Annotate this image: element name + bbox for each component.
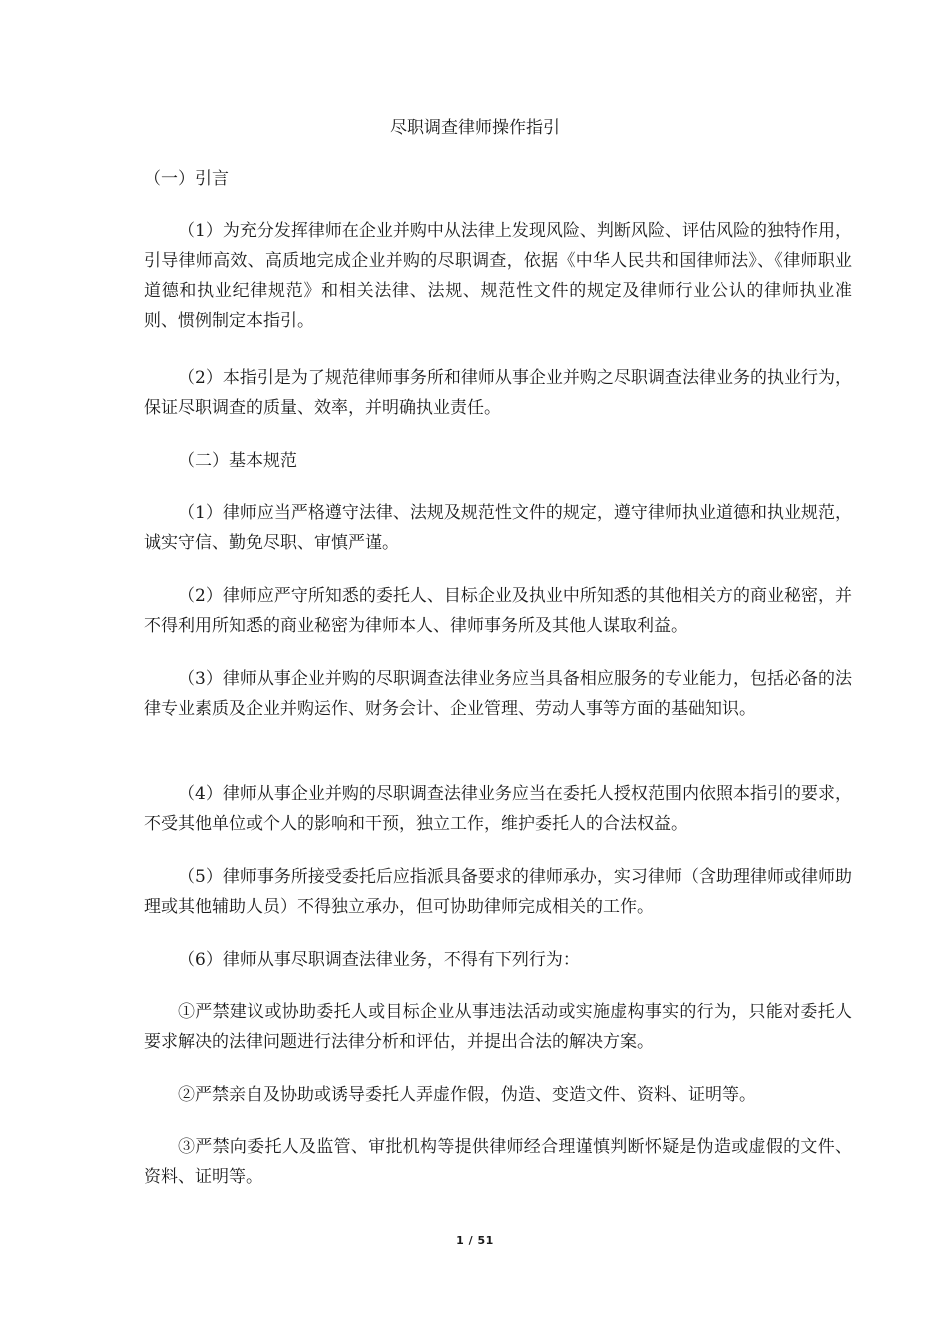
paragraph-norm-3: （3）律师从事企业并购的尽职调查法律业务应当具备相应服务的专业能力，包括必备的法律专业素质及企业并购运作、财务会计、企业管理、劳动人事等方面的基础知识。 bbox=[144, 669, 852, 719]
list-item-prohibition-2: ②严禁亲自及协助或诱导委托人弄虚作假，伪造、变造文件、资料、证明等。 bbox=[178, 1085, 756, 1105]
paragraph-intro-2: （2）本指引是为了规范律师事务所和律师从事企业并购之尽职调查法律业务的执业行为，保证尽职调查的质量、效率，并明确执业责任。 bbox=[144, 368, 852, 418]
paragraph-norm-4: （4）律师从事企业并购的尽职调查法律业务应当在委托人授权范围内依照本指引的要求，不受其他单位或个人的影响和干预，独立工作，维护委托人的合法权益。 bbox=[144, 784, 852, 834]
list-item-prohibition-1: ①严禁建议或协助委托人或目标企业从事违法活动或实施虚构事实的行为，只能对委托人要求解决的法律问题进行法律分析和评估，并提出合法的解决方案。 bbox=[144, 1002, 852, 1052]
page-number: 1 / 51 bbox=[456, 1234, 494, 1247]
paragraph-norm-6: （6）律师从事尽职调查法律业务，不得有下列行为： bbox=[178, 950, 580, 970]
section-heading-basic-norms: （二）基本规范 bbox=[178, 451, 297, 471]
paragraph-norm-1: （1）律师应当严格遵守法律、法规及规范性文件的规定，遵守律师执业道德和执业规范，诚实守信、勤免尽职、审慎严谨。 bbox=[144, 503, 852, 553]
paragraph-norm-5: （5）律师事务所接受委托后应指派具备要求的律师承办，实习律师（含助理律师或律师助理或其他辅助人员）不得独立承办，但可协助律师完成相关的工作。 bbox=[144, 867, 852, 917]
document-title: 尽职调查律师操作指引 bbox=[390, 118, 560, 138]
section-heading-introduction: （一）引言 bbox=[144, 169, 229, 189]
list-item-prohibition-3: ③严禁向委托人及监管、审批机构等提供律师经合理谨慎判断怀疑是伪造或虚假的文件、资料、证明等。 bbox=[144, 1137, 852, 1187]
paragraph-norm-2: （2）律师应严守所知悉的委托人、目标企业及执业中所知悉的其他相关方的商业秘密，并不得利用所知悉的商业秘密为律师本人、律师事务所及其他人谋取利益。 bbox=[144, 586, 852, 636]
paragraph-intro-1: （1）为充分发挥律师在企业并购中从法律上发现风险、判断风险、评估风险的独特作用，引导律师高效、高质地完成企业并购的尽职调查，依据《中华人民共和国律师法》、《律师职业道德和执业纪律规范》和相关法律、法规、规范性文件的规定及律师行业公认的律师执业准则、惯例制定本指引。 bbox=[144, 221, 852, 331]
